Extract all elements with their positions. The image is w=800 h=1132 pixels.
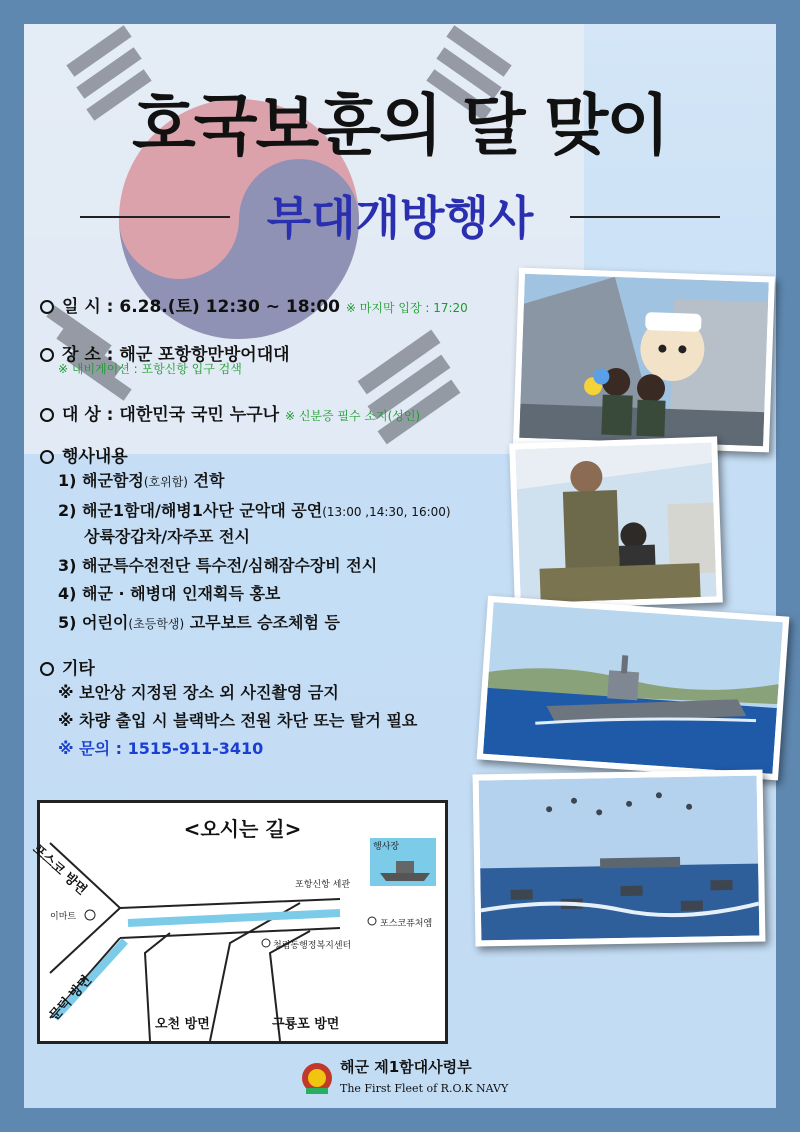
map-ocheon-direction: 오천 방면 <box>155 1017 210 1032</box>
etc-heading-row <box>40 654 95 679</box>
target-note: ※ 신분증 필수 소지(성인) <box>284 409 421 423</box>
target-row <box>40 400 420 425</box>
photo-warship-at-sea <box>477 596 790 781</box>
photo-mascot-children <box>513 268 775 453</box>
map-venue-label: 행사장 <box>373 842 400 852</box>
map-munduk-direction: 문덕 방면 <box>46 972 95 1024</box>
map-customs-label: 포항신항 세관 <box>295 880 351 890</box>
date-label: 일 시 : 6.28.(토) 12:30 ~ 18:00 <box>62 297 340 317</box>
contents-item: 4) 해군 · 해병대 인재획득 홍보 <box>58 584 281 603</box>
etc-item: ※ 보안상 지정된 장소 외 사진촬영 금지 <box>58 683 339 702</box>
contents-item: 3) 해군특수전전단 특수전/심해잠수장비 전시 <box>58 556 378 575</box>
map-title: <오시는 길> <box>183 817 302 841</box>
etc-item: ※ 차량 출입 시 블랙박스 전원 차단 또는 탈거 필요 <box>58 711 418 730</box>
bullet-icon <box>40 662 54 676</box>
bullet-icon <box>40 450 54 464</box>
photo-amphibious-landing <box>473 769 766 946</box>
contact-phone: ※ 문의 : 1515-911-3410 <box>58 739 264 758</box>
target-label: 대 상 : 대한민국 국민 누구나 <box>62 405 280 425</box>
etc-heading: 기타 <box>62 659 95 679</box>
map-welfare-center-label: 청림동행정복지센터 <box>273 941 352 951</box>
bullet-icon <box>40 300 54 314</box>
bullet-icon <box>40 408 54 422</box>
contents-item: 1) 해군함정(호위함) 견학 <box>58 471 225 490</box>
map-emart-label: 이마트 <box>50 912 77 922</box>
contents-item: 5) 어린이(초등학생) 고무보트 승조체험 등 <box>58 613 340 632</box>
contents-heading-row <box>40 442 128 467</box>
photo-soldier-binoculars <box>509 436 723 609</box>
map-guryongpo-direction: 구룡포 방면 <box>272 1017 340 1032</box>
place-label: 장 소 : 해군 포항항만방어대대 <box>62 345 290 365</box>
unit-name-english: The First Fleet of R.O.K NAVY <box>340 1082 509 1095</box>
directions-map <box>29 800 448 1044</box>
right-divider <box>570 216 720 218</box>
contents-item: 상륙장갑차/자주포 전시 <box>84 527 250 546</box>
date-row <box>40 292 468 317</box>
date-note: ※ 마지막 입장 : 17:20 <box>345 301 468 315</box>
footer <box>300 1054 540 1104</box>
contents-heading: 행사내용 <box>62 447 128 467</box>
map-posco-direction: 포스코 방면 <box>29 841 90 899</box>
poster-subtitle: 부대개방행사 <box>266 191 534 245</box>
map-posco-future-label: 포스코퓨처엠 <box>380 919 433 929</box>
unit-name-korean: 해군 제1함대사령부 <box>340 1058 472 1076</box>
subtitle-block <box>0 182 800 252</box>
contents-item: 2) 해군1함대/해병1사단 군악대 공연(13:00 ,14:30, 16:00) <box>58 501 451 520</box>
first-fleet-emblem-icon <box>300 1058 334 1098</box>
bullet-icon <box>40 348 54 362</box>
poster-title: 호국보훈의 달 맞이 <box>131 87 668 164</box>
place-note: ※ 내비게이션 : 포항신항 입구 검색 <box>58 362 242 376</box>
